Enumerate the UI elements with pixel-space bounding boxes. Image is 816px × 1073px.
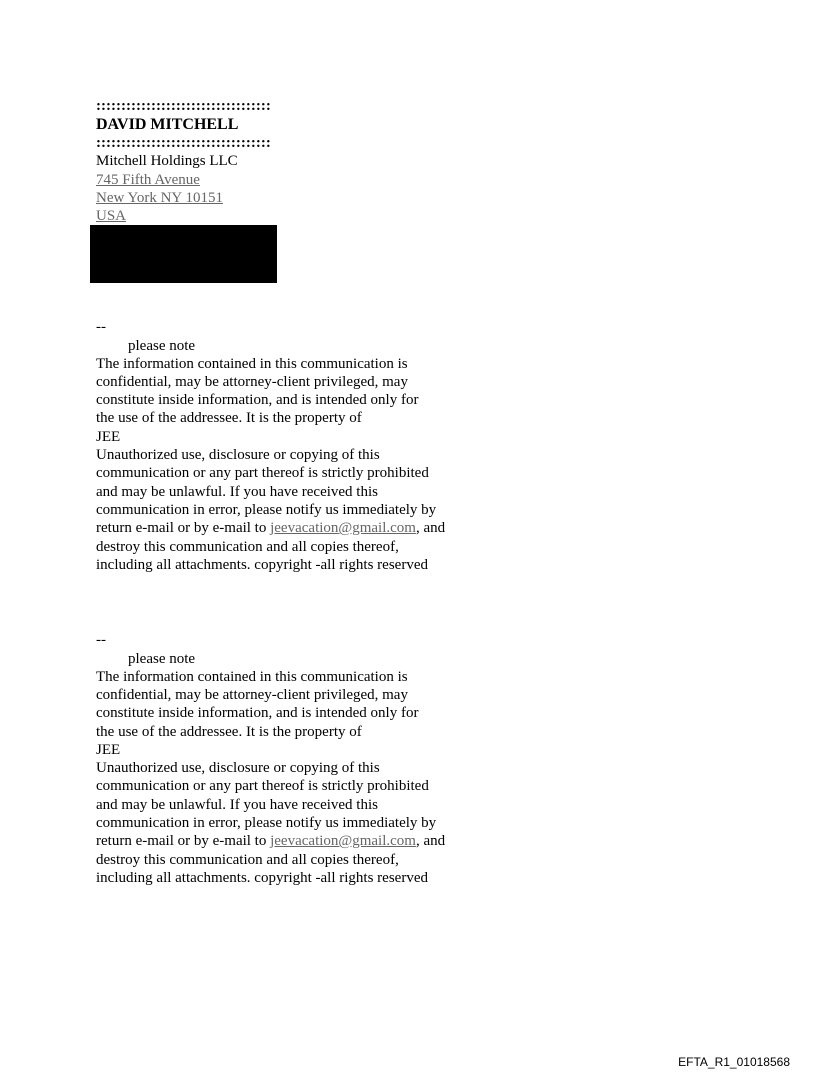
disclaimer-line: communication or any part thereof is strictly prohibited: [96, 465, 429, 481]
disclaimer-line: constitute inside information, and is intended only for: [96, 392, 419, 408]
disclaimer-line: confidential, may be attorney-client privileged, may: [96, 687, 408, 703]
address-line-city[interactable]: New York NY 10151: [96, 190, 223, 206]
disclaimer-line: communication in error, please notify us immediately by: [96, 502, 437, 518]
disclaimer-line: Unauthorized use, disclosure or copying of this: [96, 447, 380, 463]
disclaimer-heading: please note: [128, 651, 196, 667]
disclaimer-line: The information contained in this communication is: [96, 669, 408, 685]
disclaimer-heading: please note: [128, 338, 196, 354]
address-line-street[interactable]: 745 Fifth Avenue: [96, 172, 200, 188]
signature-company: Mitchell Holdings LLC: [96, 153, 238, 169]
disclaimer-line: including all attachments. copyright -all rights reserved: [96, 557, 428, 573]
disclaimer-line: Unauthorized use, disclosure or copying of this: [96, 760, 380, 776]
disclaimer-email-suffix: , and: [415, 833, 446, 849]
disclaimer-line: constitute inside information, and is intended only for: [96, 705, 419, 721]
disclaimer-line: JEE: [96, 429, 121, 445]
disclaimer-line: and may be unlawful. If you have received this: [96, 484, 378, 500]
email-link[interactable]: jeevacation@gmail.com: [270, 833, 416, 849]
signature-name: DAVID MITCHELL: [96, 116, 239, 133]
disclaimer-line: communication in error, please notify us immediately by: [96, 815, 437, 831]
disclaimer-email-suffix: , and: [415, 520, 446, 536]
disclaimer-line: communication or any part thereof is strictly prohibited: [96, 778, 429, 794]
disclaimer-line: JEE: [96, 742, 121, 758]
disclaimer-line: The information contained in this communication is: [96, 356, 408, 372]
disclaimer-email-prefix: return e-mail or by e-mail to: [96, 520, 271, 536]
disclaimer-line: destroy this communication and all copies thereof,: [96, 852, 399, 868]
document-id: EFTA_R1_01018568: [678, 1055, 790, 1069]
disclaimer-separator: --: [96, 319, 106, 335]
disclaimer-line: the use of the addressee. It is the property of: [96, 724, 362, 740]
disclaimer-line: the use of the addressee. It is the property of: [96, 410, 362, 426]
address-line-country[interactable]: USA: [96, 208, 127, 224]
disclaimer-line: including all attachments. copyright -all rights reserved: [96, 870, 428, 886]
disclaimer-email-line: [96, 519, 445, 537]
signature-dots-top: :::::::::::::::::::::::::::::::::::: [96, 98, 271, 114]
signature-dots-bottom: :::::::::::::::::::::::::::::::::::: [96, 135, 271, 151]
disclaimer-separator: --: [96, 632, 106, 648]
email-link[interactable]: jeevacation@gmail.com: [270, 520, 416, 536]
disclaimer-line: confidential, may be attorney-client privileged, may: [96, 374, 408, 390]
redaction-block: [90, 225, 277, 283]
disclaimer-email-prefix: return e-mail or by e-mail to: [96, 833, 271, 849]
disclaimer-email-line: [96, 832, 445, 850]
disclaimer-line: and may be unlawful. If you have received this: [96, 797, 378, 813]
disclaimer-line: destroy this communication and all copies thereof,: [96, 539, 399, 555]
